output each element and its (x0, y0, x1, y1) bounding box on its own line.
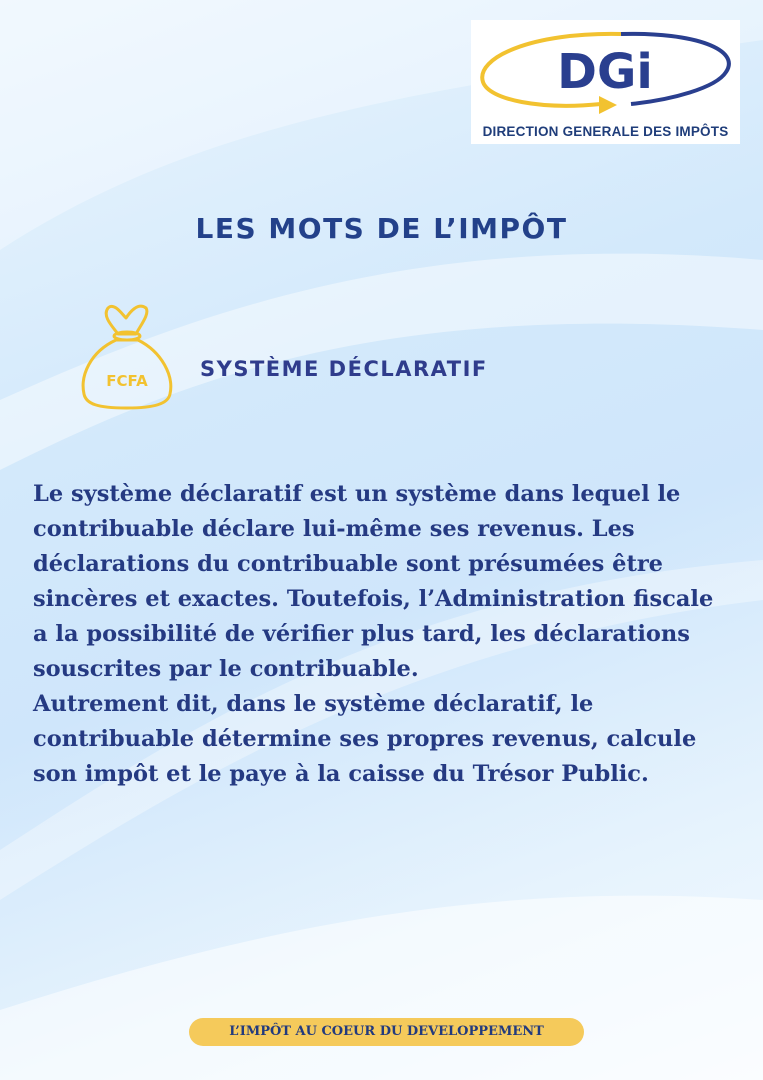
dgi-logo (471, 20, 740, 144)
definition-paragraph-2: Autrement dit, dans le système déclaratif, le contribuable détermine ses propres revenus, calcule son impôt et le paye à la caisse du Trésor Public. (33, 691, 697, 787)
bag-label: FCFA (106, 372, 148, 390)
definition-paragraph-1: Le système déclaratif est un système dans lequel le contribuable déclare lui-même ses revenus. Les déclarations du contribuable sont présumées être sincères et exactes. Toutefois, l’Administration fiscale a la possibilité de vérifier plus tard, les déclarations souscrites par le contribuable. (33, 481, 714, 682)
logo-caption: DIRECTION GENERALE DES IMPÔTS (482, 124, 729, 139)
term-title: SYSTÈME DÉCLARATIF (200, 357, 488, 381)
page-title: LES MOTS DE L’IMPÔT (195, 212, 568, 245)
dgi-swoosh-icon (471, 20, 740, 124)
definition-text (33, 477, 733, 792)
footer-slogan: L’IMPÔT AU COEUR DU DEVELOPPEMENT (189, 1018, 584, 1046)
logo-wordmark: DGi (557, 44, 653, 100)
money-bag-icon (76, 300, 176, 412)
